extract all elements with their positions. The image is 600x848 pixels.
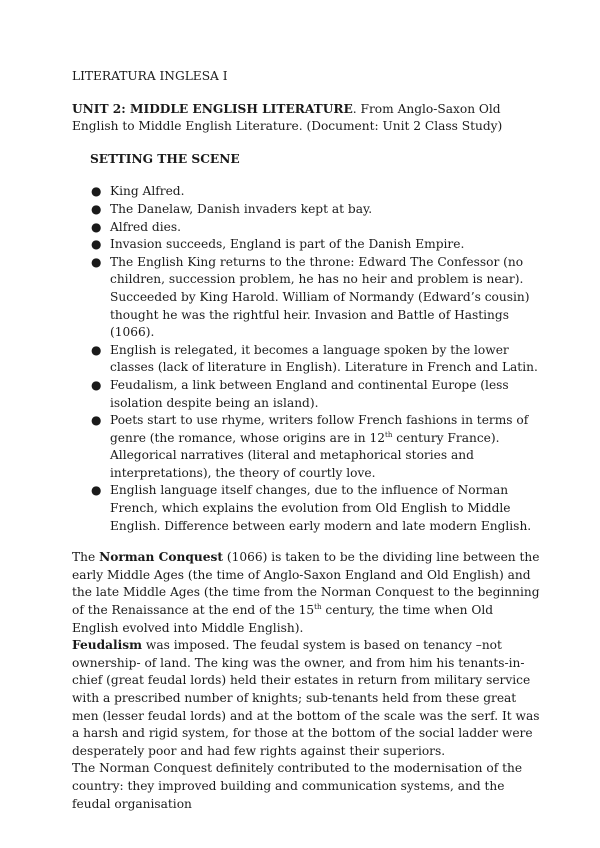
- bullet-icon: ●: [91, 237, 102, 252]
- term-norman-conquest: Norman Conquest: [99, 550, 223, 565]
- bullet-icon: ●: [91, 483, 102, 498]
- list-item: ● Alfred dies.: [110, 219, 542, 237]
- bullet-list: [72, 183, 542, 535]
- term-feudalism: Feudalism: [72, 638, 143, 653]
- list-item: ● King Alfred.: [110, 183, 542, 201]
- list-item: ● Feudalism, a link between England and continental Europe (less isolation despite being an island).: [91, 377, 509, 410]
- list-item: ● The English King returns to the throne: Edward The Confessor (no children, succession problem, he has no heir and problem is near). Succeeded by King Harold. William of Normandy (Edward’s cousin) thought he was the rightful heir. Invasion and Battle of Hastings (1066).: [91, 254, 530, 340]
- course-title: LITERATURA INGLESA I: [72, 69, 228, 83]
- unit-subtitle: . From Anglo-Saxon Old English to Middle English Literature. (Document: Unit 2 Class Study): [72, 101, 503, 134]
- paragraph-modernisation: The Norman Conquest definitely contributed to the modernisation of the country: they improved building and communication systems, and the feudal organisation: [72, 761, 523, 811]
- unit-heading: [72, 101, 542, 136]
- list-item: ● English language itself changes, due to the influence of Norman French, which explains the evolution from Old English to Middle English. Difference between early modern and late modern English.: [91, 483, 532, 533]
- bullet-icon: ●: [91, 413, 102, 428]
- bullet-icon: ●: [91, 184, 102, 199]
- list-item: ● Poets start to use rhyme, writers follow French fashions in terms of genre (the romance, whose origins are in 12th century France). Allegorical narratives (literal and metaphorical stories and interpretations), the theory of courtly love.: [91, 413, 529, 480]
- bullet-icon: ●: [91, 254, 102, 269]
- list-item: ● The Danelaw, Danish invaders kept at bay.: [110, 201, 542, 219]
- bullet-icon: ●: [91, 201, 102, 216]
- bullet-icon: ●: [91, 377, 102, 392]
- unit-title: UNIT 2: MIDDLE ENGLISH LITERATURE: [72, 101, 353, 116]
- list-item: ● English is relegated, it becomes a language spoken by the lower classes (lack of literature in English). Literature in French and Latin.: [91, 342, 538, 375]
- document-page: [72, 68, 542, 813]
- bullet-icon: ●: [91, 219, 102, 234]
- section-heading: SETTING THE SCENE: [90, 151, 240, 166]
- bullet-icon: ●: [91, 342, 102, 357]
- list-item: ● Invasion succeeds, England is part of the Danish Empire.: [110, 236, 542, 254]
- paragraph-norman-conquest: The Norman Conquest (1066) is taken to be the dividing line between the early Middle Ages (the time of Anglo-Saxon England and Old English) and the late Middle Ages (the time from the Norman Conquest to the beginning of the Renaissance at the end of the 15th century, the time when Old English evolved into Middle English).: [72, 550, 540, 635]
- paragraph-feudalism: Feudalism was imposed. The feudal system is based on tenancy –not ownership- of land. The king was the owner, and from him his tenants-in-chief (great feudal lords) held their estates in return from military service with a prescribed number of knights; sub-tenants held from these great men (lesser feudal lords) and at the bottom of the scale was the serf. It was a harsh and rigid system, for those at the bottom of the social ladder were desperately poor and had few rights against their superiors.: [72, 638, 540, 758]
